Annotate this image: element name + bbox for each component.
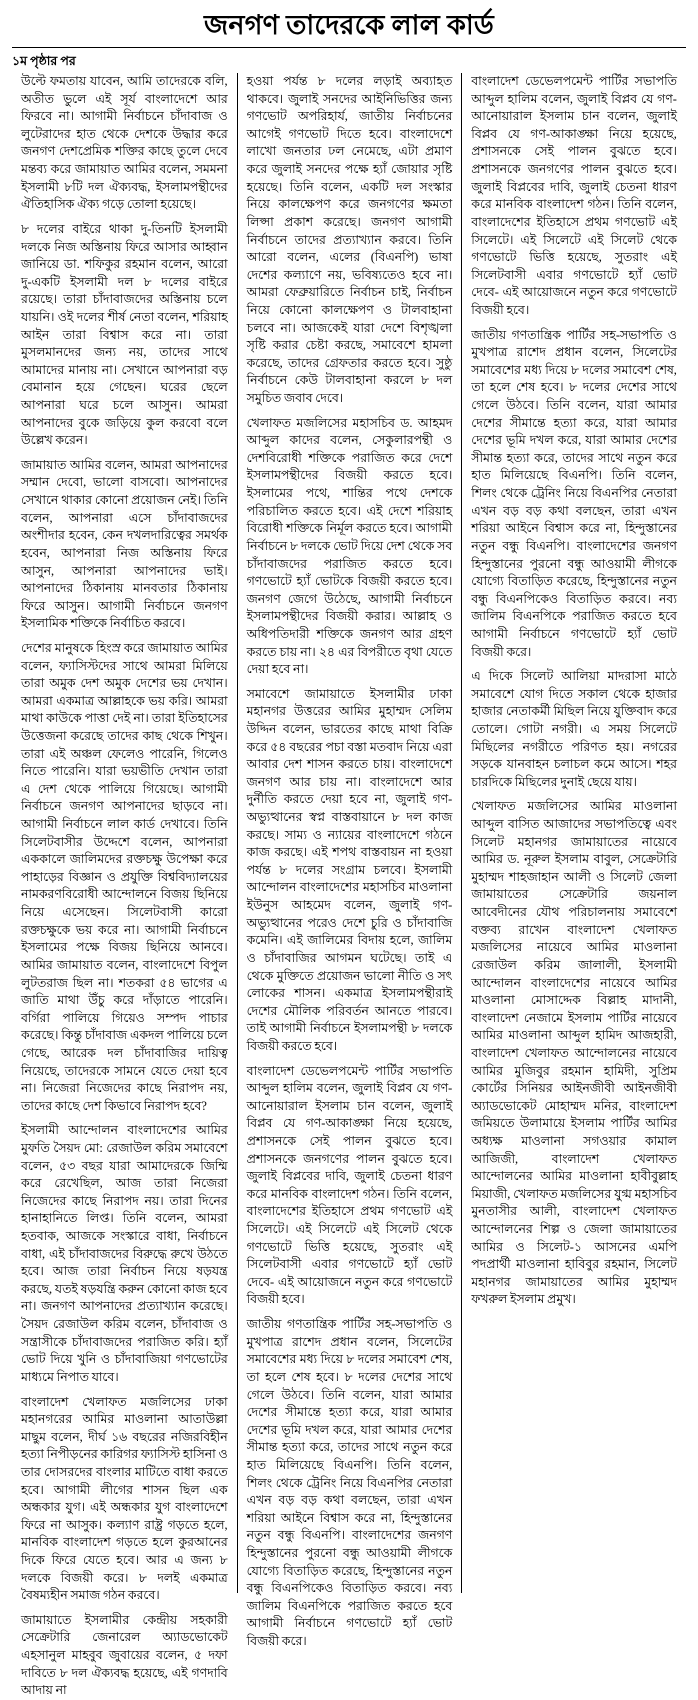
paragraph: উল্টে ফমতায় যাবেন, আমি তাদেরকে বলি, অতীত ভুলে এই সূর্য বাংলাদেশে আর ফিরবে না। আগামী নির্বাচনে চাঁদাবাজ ও লুটেরাদের হাত থেকে দেশকে উদ্ধার করে জনগণ দেশপ্রেমিক শক্তির কাছে তুলে দেবে মন্তব্য করে জামায়াত আমির বলেন, সমমনা ইসলামী ৮টি দল ঐক্যবদ্ধ, ইসলামপন্থীদের ঐতিহাসিক ঐক্য গড়ে তোলা হয়েছে। xyxy=(21,74,228,212)
article-column-1 xyxy=(12,73,237,1698)
paragraph: জাতীয় গণতান্ত্রিক পার্টির সহ-সভাপতি ও মুখপাত্র রাশেদ প্রধান বলেন, সিলেটের সমাবেশের মধ্য দিয়ে ৮ দলের সমাবেশ শেষ, তা হলে শেষ হবে। ৮ দলের দেশের সাথে গেলে উঠবে। তিনি বলেন, যারা আমার দেশের সীমান্তে হত্যা করে, যারা আমার দেশের ভূমি দখল করে, যারা আমার দেশের সীমান্ত হত্যা করে, তাদের সাথে নতুন করে হাত মিলিয়েছে বিএনপি। তিনি বলেন, শিলং থেকে ট্রেনিং নিয়ে বিএনপির নেতারা এখন বড় বড় কথা বলছেন, তারা এখন শরিয়া আইনে বিশ্বাস করে না, হিন্দুস্তানের নতুন বন্ধু বিএনপি। বাংলাদেশের জনগণ হিন্দুস্তানের পুরনো বন্ধু আওয়ামী লীগকে যোগ্যে বিতাড়িত করেছে, হিন্দুস্তানের নতুন বন্ধু বিএনপিকেও বিতাড়িত করবে। নব্য জালিম বিএনপিকে পরাজিত করতে হবে আগামী নির্বাচনে গণভোটে হ্যাঁ ভোট বিজয়ী করে। xyxy=(471,327,677,659)
paragraph: এ দিকে সিলেট আলিয়া মাদরাসা মাঠে সমাবেশে যোগ দিতে সকাল থেকে হাজার হাজার নেতাকর্মী মিছিল নিয়ে যুক্তিবাদ করে তোলে। গোটা নগরী। এ সময় সিলেটে মিছিলের নগরীতে পরিণত হয়। নগরের সড়কে যানবাহন চলাচল কমে আসে। শহর চারদিকে মিছিলের দুনাই ছেয়ে যায়। xyxy=(471,669,677,789)
paragraph: ইসলামী আন্দোলন বাংলাদেশের আমির মুফতি সৈয়দ মো: রেজাউল করিম সমাবেশে বলেন, ৫৩ বছর যারা আমাদেরকে জিম্মি করে রেখেছিল, আজ তারা নিজেরা নিজেদের কাছে নিরাপদ নয়। তারা দিনের হানাহানিতে লিপ্ত। তিনি বলেন, আমরা হতবাক, আজকে সংস্কারে বাধা, নির্বাচনে বাধা, এই চাঁদাবাজদের বিরুদ্ধে রুখে উঠতে হবে। আজ তারা নির্বাচন নিয়ে ষড়যন্ত্র করছে, যতই ষড়যন্ত্রি করুন কোনো কাজ হবে না। জনগণ আপনাদের প্রত্যাখ্যান করেছে। সৈয়দ রেজাউল করিম বলেন, চাঁদাবাজ ও সন্ত্রাসীকে চাঁদাবাজদের পরাজিত করি। হ্যাঁ ভোট দিয়ে খুনি ও চাঁদাবাজিয়া গণভোটের মাধ্যমে নিপাত যাবে। xyxy=(21,1123,228,1384)
paragraph: জাতীয় গণতান্ত্রিক পার্টির সহ-সভাপতি ও মুখপাত্র রাশেদ প্রধান বলেন, সিলেটের সমাবেশের মধ্য দিয়ে ৮ দলের সমাবেশ শেষ, তা হলে শেষ হবে। ৮ দলের দেশের সাথে গেলে উঠবে। তিনি বলেন, যারা আমার দেশের সীমান্তে হত্যা করে, যারা আমার দেশের ভূমি দখল করে, যারা আমার দেশের সীমান্ত হত্যা করে, তাদের সাথে নতুন করে হাত মিলিয়েছে বিএনপি। তিনি বলেন, শিলং থেকে ট্রেনিং নিয়ে বিএনপির নেতারা এখন বড় বড় কথা বলছেন, তারা এখন শরিয়া আইনে বিশ্বাস করে না, হিন্দুস্তানের নতুন বন্ধু বিএনপি। বাংলাদেশের জনগণ হিন্দুস্তানের পুরনো বন্ধু আওয়ামী লীগকে যোগ্যে বিতাড়িত করেছে, হিন্দুস্তানের নতুন বন্ধু বিএনপিকেও বিতাড়িত করবে। নব্য জালিম বিএনপিকে পরাজিত করতে হবে আগামী নির্বাচনে গণভোটে হ্যাঁ ভোট বিজয়ী করে। xyxy=(246,1317,453,1649)
paragraph: দেশের মানুষকে হিংস্র করে জামায়াত আমির বলেন, ফ্যাসিস্টদের সাথে আমরা মিলিয়ে তারা অমুক দেশ অমুক দেশের ভয় দেখান। আমরা একমাত্র আল্লাহকে ভয় করি। আমরা মাথা কাউকে পাত্তা দেই না। তারা ইতিহাসের উত্তেজনা করেছে তাদের কাছ থেকে শিখুন। তারা এই অঞ্চল ফেলেও পারেনি, গিলেও নিতে পারেনি। যারা ভয়ভীতি দেখান তারা এ দেশ থেকে পালিয়ে গিয়েছে। আগামী নির্বাচনে জনগণ আপনাদের ছাড়বে না। আগামী নির্বাচনে লাল কার্ড দেখাবে। তিনি সিলেটবাসীর উদ্দেশে বলেন, আপনারা এককালে জালিমদের রক্তচক্ষু উপেক্ষা করে পাহাড়ের বিজ্ঞান ও প্রযুক্তি বিশ্ববিদ্যালয়ের নামকরণবিরোধী আন্দোলনে বিজয় ছিনিয়ে নিয়ে এসেছেন। সিলেটবাসী কারো রক্তচক্ষুকে ভয় করে না। আগামী নির্বাচনে ইসলামের পক্ষে বিজয় ছিনিয়ে আনবে। আমির জামায়াত বলেন, বাংলাদেশে বিপুল লুটতরাজ ছিল না। শতকরা ৫৪ ভাগের এ জাতি মাথা উঁচু করে দাঁড়াতে পারেনি। বর্গিরা পালিয়ে গিয়েও সম্পদ পাচার করেছে। কিন্তু চাঁদাবাজ একদল পালিয়ে চলে গেছে, আরেক দল চাঁদাবাজির দায়িত্ব নিয়েছে, তাদেরকে সামনে যেতে দেয়া হবে না। নিজেরা নিজেদের কাছে নিরাপদ নয়, তাদের কাছে দেশ কিভাবে নিরাপদ হবে? xyxy=(21,640,228,1113)
headline-divider xyxy=(12,47,686,48)
continuation-note: ১ম পৃষ্ঠার পর xyxy=(12,54,76,69)
paragraph: সমাবেশে জামায়াতে ইসলামীর ঢাকা মহানগর উত্তরের আমির মুহাম্মদ সেলিম উদ্দিন বলেন, ভারতের কাছে মাথা বিক্রি করে ৫৪ বছরের পচা বস্তা মতবাদ নিয়ে এরা আবার দেশ শাসন করতে চায়। বাংলাদেশে জনগণ আর চায় না। বাংলাদেশে আর দুর্নীতি করতে দেয়া হবে না, জুলাই গণ-অভ্যুত্থানের স্বপ্ন বাস্তবায়ানে ৮ দল কাজ করছে। সাম্য ও ন্যায়ের বাংলাদেশে গঠনে কাজ করছে। এই শপথ বাস্তবায়ন না হওয়া পর্যন্ত ৮ দলের সংগ্রাম চলবে। ইসলামী আন্দোলন বাংলাদেশের মহাসচিব মাওলানা ইউনুস আহমেদ বলেন, জুলাই গণ-অভ্যুত্থানের পরেও দেশে চুরি ও চাঁদাবাজি কমেনি। এই জালিমের বিদায় হলে, জালিম ও চাঁদাবাজির আগমন ঘটেছে। তাই এ থেকে মুক্তিতে প্রয়োজন ভালো নীতি ও সৎ লোকের শাসন। একমাত্র ইসলামপন্থীরাই দেশের মৌলিক পরিবর্তন আনতে পারবে। তাই আগামী নির্বাচনে ইসলামপন্থী ৮ দলকে বিজয়ী করতে হবে। xyxy=(246,686,453,1053)
paragraph: বাংলাদেশ ডেভেলপমেন্ট পার্টির সভাপতি আব্দুল হালিম বলেন, জুলাই বিপ্লব যে গণ-আনোয়ারাল ইসলাম চান বলেন, জুলাই বিপ্লব যে গণ-আকাঙ্ক্ষা নিয়ে হয়েছে, প্রশাসনকে সেই পালন বুঝতে হবে। প্রশাসনকে জনগণের পালন বুঝতে হবে। জুলাই বিপ্লবের দাবি, জুলাই চেতনা ধারণ করে মানবিক বাংলাদেশ গঠন। তিনি বলেন, বাংলাদেশের ইতিহাসে প্রথম গণভোট এই সিলেটে। এই সিলেটে এই সিলেট থেকে গণভোটে ভিত্তি হয়েছে, সুতরাং এই সিলেটবাসী এবার গণভোটে হ্যাঁ ভোট দেবে- এই আয়োজনে নতুন করে গণভোটে বিজয়ী হবে। xyxy=(471,74,677,317)
page-title: জনগণ তাদেরকে লাল কার্ড xyxy=(204,10,494,40)
paragraph: জামায়াত আমির বলেন, আমরা আপনাদের সম্মান দেবো, ভালো বাসবো। আপনাদের সেখানে থাকার কোনো প্রয়োজন নেই। তিনি বলেন, আপনারা এসে চাঁদাবাজদের অংশীদার হবেন, কেন দখলদারিত্বের সমর্থক হবেন, আপনারা নিজ অস্তিনায় ফিরে আসুন, আপনারা আপনাদের ভাই। আপনাদের ঠিকানায় মানবতার ঠিকানায় ফিরে আসুন। আগামী নির্বাচনে জনগণ ইসলামিক শক্তিকে নির্বাচিত করবে। xyxy=(21,457,228,631)
article-columns xyxy=(12,73,686,1698)
paragraph: খেলাফত মজলিসের মহাসচিব ড. আহমদ আব্দুল কাদের বলেন, সেকুলারপন্থী ও দেশবিরোধী শক্তিকে পরাজিত করে দেশে ইসলামপন্থীদের বিজয়ী করতে হবে। ইসলামের পথে, শান্তির পথে দেশকে পরিচালিত করতে হবে। এই দেশে শরিয়াহ বিরোধী শক্তিকে নির্মূল করতে হবে। আগামী নির্বাচনে ৮ দলকে ভোট দিয়ে দেশ থেকে সব চাঁদাবাজদের পরাজিত করতে হবে। গণভোটে হ্যাঁ ভোটকে বিজয়ী করতে হবে। জনগণ জেগে উঠেছে, আগামী নির্বাচনে ইসলামপন্থীদের বিজয়ী করার। আল্লাহ ও অধিপতিদারী শক্তিকে জনগণ আর গ্রহণ করতে চায় না। ২৪ এর বিপরীতে বৃথা যেতে দেয়া হবে না। xyxy=(246,415,453,677)
paragraph: জামায়াতে ইসলামীর কেন্দ্রীয় সহকারী সেক্রেটারি জেনারেল অ্যাডভোকেট এহসানুল মাহবুব জুবায়ের বলেন, ৫ দফা দাবিতে ৮ দল ঐক্যবদ্ধ হয়েছে, এই গণদাবি আদায় না xyxy=(21,1612,228,1698)
article-column-3 xyxy=(461,73,686,1593)
paragraph: ৮ দলের বাইরে থাকা দু-তিনটি ইসলামী দলকে নিজ অস্তিনায় ফিরে আসার আহ্বান জানিয়ে ডা. শফিকুর রহমান বলেন, আরো দু-একটি ইসলামী দল ৮ দলের বাইরে রয়েছে। তারা চাঁদাবাজদের অস্তিনায় চলে যায়নি। ওই দলের শীর্ষ নেতা বলেন, শরিয়াহ আইন তারা বিশ্বাস করে না। তারা মুসলমানদের জন্য নয়, তাদের সাথে আমাদের মানায় না। সেখানে আপনারা বড় বেমানান হয়ে গেছেন। ঘরের ছেলে আপনারা ঘরে চলে আসুন। আমরা আপনাদের বুকে জড়িয়ে কুল করবো বলে উল্লেখ করেন। xyxy=(21,221,228,448)
paragraph: বাংলাদেশ ডেভেলপমেন্ট পার্টির সভাপতি আব্দুল হালিম বলেন, জুলাই বিপ্লব যে গণ-আনোয়ারাল ইসলাম চান বলেন, জুলাই বিপ্লব যে গণ-আকাঙ্ক্ষা নিয়ে হয়েছে, প্রশাসনকে সেই পালন বুঝতে হবে। প্রশাসনকে জনগণের পালন বুঝতে হবে। জুলাই বিপ্লবের দাবি, জুলাই চেতনা ধারণ করে মানবিক বাংলাদেশ গঠন। তিনি বলেন, বাংলাদেশের ইতিহাসে প্রথম গণভোট এই সিলেটে। এই সিলেটে এই সিলেট থেকে গণভোটে ভিত্তি হয়েছে, সুতরাং এই সিলেটবাসী এবার গণভোটে হ্যাঁ ভোট দেবে- এই আয়োজনে নতুন করে গণভোটে বিজয়ী হবে। xyxy=(246,1063,453,1307)
paragraph: হওয়া পর্যন্ত ৮ দলের লড়াই অব্যাহত থাকবে। জুলাই সনদের আইনিভিত্তির জন্য গণভোট অপরিহার্য, জাতীয় নির্বাচনের আগেই গণভোট দিতে হবে। বাংলাদেশে লাখো জনতার ঢল নেমেছে, এটা প্রমাণ করে জুলাই সনদের পক্ষে হ্যাঁ জোয়ার সৃষ্টি হয়েছে। তিনি বলেন, একটি দল সংস্কার নিয়ে কালক্ষেপণ করে জনগণের ক্ষমতা লিপ্সা প্রকাশ করেছে। জনগণ আগামী নির্বাচনে তাদের প্রত্যাখ্যান করবে। তিনি আরো বলেন, এলের (বিএনপি) ভাষা দেশের কল্যাণে নয়, ভবিষ্যতেও হবে না। আমরা ফেব্রুয়ারিতে নির্বাচন চাই, নির্বাচন নিয়ে কোনো কালক্ষেপণ ও টালবাহানা চলবে না। আজকেই যারা দেশে বিশৃঙ্খলা সৃষ্টি করার চেষ্টা করছে, সমাবেশে হামলা করেছে, তাদের গ্রেফতার করতে হবে। সুষ্ঠু নির্বাচনে কেউ টালবাহানা করলে ৮ দল সমুচিত জবাব দেবে। xyxy=(246,74,453,406)
paragraph: খেলাফত মজলিসের আমির মাওলানা আব্দুল বাসিত আজাদের সভাপতিত্বে এবং সিলেট মহানগর জামায়াতের নায়েবে আমির ড. নূরুল ইসলাম বাবুল, সেক্রেটারি মুহাম্মদ শাহজাহান আলী ও সিলেট জেলা জামায়াতের সেক্রেটারি জয়নাল আবেদীনের যৌথ পরিচালনায় সমাবেশে বক্তব্য রাখেন বাংলাদেশ খেলাফত মজলিসের নায়েবে আমির মাওলানা রেজাউল করিম জালালী, ইসলামী আন্দোলন বাংলাদেশের নায়েবে আমির মাওলানা মোসাদ্দেক বিল্লাহ মাদানী, বাংলাদেশ নেজামে ইসলাম পার্টির নায়েবে আমির মাওলানা আব্দুল হামিদ আজহারী, বাংলাদেশ খেলাফত আন্দোলনের নায়েবে আমির মুজিবুর রহমান হামিদী, সুপ্রিম কোর্টের সিনিয়র আইনজীবী আইনজীবী অ্যাডভোকেট মোহাম্মদ মনির, বাংলাদেশ জমিয়তে উলামায়ে ইসলাম পার্টির আমির অধ্যক্ষ মাওলানা সগওয়ার কামাল আজিজী, বাংলাদেশ খেলাফত আন্দোলনের আমির মাওলানা হাবীবুল্লাহ মিয়াজী, খেলাফত মজলিসের যুগ্ম মহাসচিব মুনতাসীর আলী, বাংলাদেশ খেলাফত আন্দোলনের শিল্প ও জেলা জামায়াতের আমির ও সিলেট-১ আসনের এমপি পদপ্রার্থী মাওলানা হাবিবুর রহমান, সিলেট মহানগর জামায়াতের আমির মুহাম্মদ ফখরুল ইসলাম প্রমুখ। xyxy=(471,799,677,1307)
paragraph: বাংলাদেশ খেলাফত মজলিসের ঢাকা মহানগরের আমির মাওলানা আতাউল্লা মাছুম বলেন, দীর্ঘ ১৬ বছরের নজিরবিহীন হত্যা নিপীড়নের কারিগর ফ্যাসিস্ট হাসিনা ও তার দোসরদের বাংলার মাটিতে বাধা করতে হবে। আগামী লীগের শাসন ছিল এক অন্ধকার যুগ। এই অন্ধকার যুগ বাংলাদেশে ফিরে না আসুক। কল্যাণ রাষ্ট্র গড়তে হলে, মানবিক বাংলাদেশ গড়তে হলে কুরআনের দিকে ফিরে যেতে হবে। আর এ জন্য ৮ দলকে বিজয়ী করে। ৮ দলই একমাত্র বৈষম্যহীন সমাজ গঠন করবে। xyxy=(21,1394,228,1603)
article-column-2 xyxy=(237,73,462,1649)
